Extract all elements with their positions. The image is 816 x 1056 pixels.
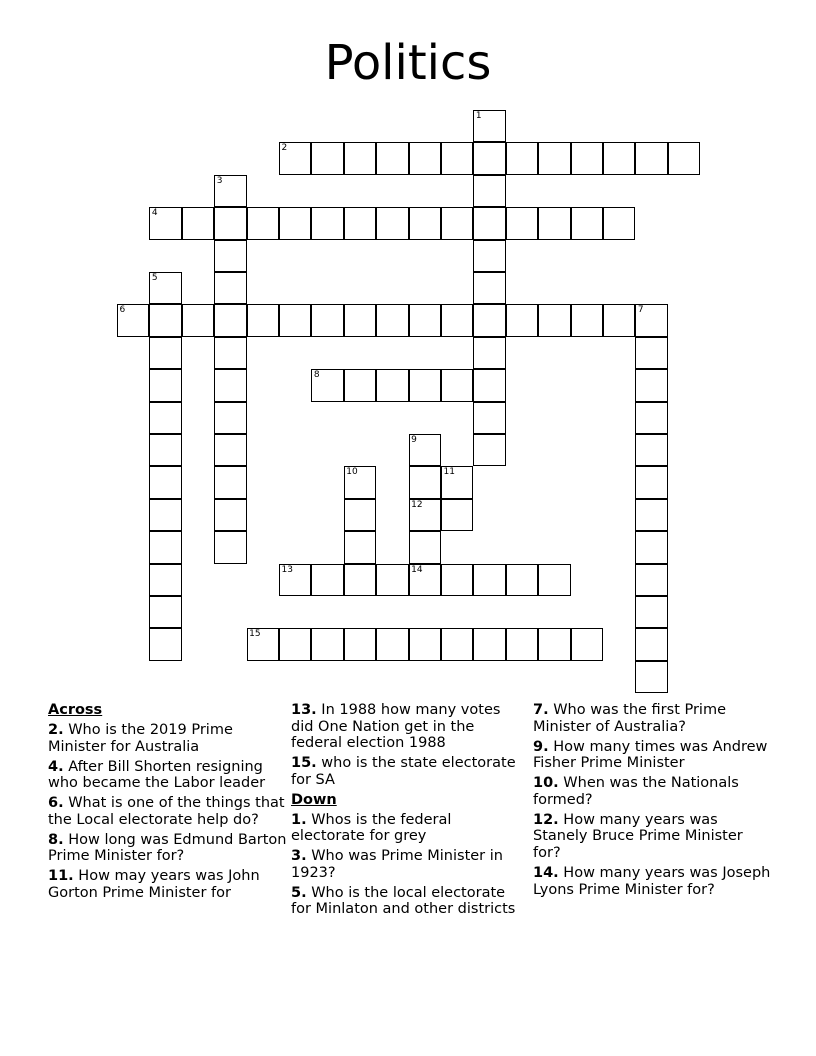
grid-cell[interactable]	[376, 564, 408, 596]
grid-cell[interactable]	[441, 369, 473, 401]
grid-cell[interactable]	[635, 531, 667, 563]
grid-cell[interactable]	[344, 304, 376, 336]
grid-cell[interactable]	[214, 175, 246, 207]
grid-cell[interactable]	[538, 628, 570, 660]
grid-cell[interactable]	[538, 207, 570, 239]
grid-cell[interactable]	[473, 337, 505, 369]
page-title: Politics	[324, 35, 492, 91]
clue-number: 13.	[291, 702, 317, 718]
grid-cell[interactable]	[149, 531, 181, 563]
grid-cell[interactable]	[376, 304, 408, 336]
clue-number: 11.	[48, 868, 74, 885]
grid-cell[interactable]	[409, 142, 441, 174]
grid-cell[interactable]	[571, 304, 603, 336]
grid-cell[interactable]	[149, 272, 181, 304]
grid-cell[interactable]	[214, 272, 246, 304]
grid-cell[interactable]	[571, 142, 603, 174]
clue-number: 1.	[291, 811, 307, 828]
clue-number: 12.	[533, 811, 559, 828]
clue-text: How long was Edmund Barton Prime Minister for?	[48, 831, 287, 865]
grid-cell[interactable]	[214, 499, 246, 531]
clue-number: 4.	[48, 758, 64, 775]
clue-text: How many years was Stanely Bruce Prime Minister for?	[533, 811, 743, 861]
grid-cell[interactable]	[409, 531, 441, 563]
clue-text: What is one of the things that the Local electorate help do?	[48, 795, 285, 828]
grid-cell[interactable]	[409, 304, 441, 336]
grid-cell[interactable]	[441, 466, 473, 498]
grid-cell[interactable]	[473, 628, 505, 660]
grid-cell[interactable]	[376, 207, 408, 239]
clue-item	[48, 832, 288, 865]
grid-cell[interactable]	[409, 466, 441, 498]
clue-text: How many times was Andrew Fisher Prime Minister	[533, 738, 768, 772]
grid-cell[interactable]	[311, 304, 343, 336]
grid-cell[interactable]	[473, 304, 505, 336]
grid-cell[interactable]	[409, 628, 441, 660]
clue-number: 8.	[48, 831, 64, 848]
grid-cell[interactable]	[311, 564, 343, 596]
clues-column-3	[533, 702, 773, 901]
grid-cell[interactable]	[214, 466, 246, 498]
grid-cell[interactable]	[473, 369, 505, 401]
clue-item	[533, 702, 773, 735]
grid-cell[interactable]	[214, 207, 246, 239]
grid-cell[interactable]	[344, 628, 376, 660]
clue-item	[291, 812, 527, 845]
clue-item	[48, 868, 288, 901]
grid-cell[interactable]	[635, 142, 667, 174]
clue-item	[291, 885, 527, 918]
grid-cell[interactable]	[149, 628, 181, 660]
grid-cell[interactable]	[311, 142, 343, 174]
grid-cell[interactable]	[603, 304, 635, 336]
clue-text: Who is the local electorate for Minlaton and other districts	[291, 884, 516, 918]
grid-cell[interactable]	[441, 564, 473, 596]
clue-number: 3.	[291, 848, 307, 865]
grid-cell[interactable]	[376, 142, 408, 174]
clue-number: 6	[119, 305, 126, 316]
grid-cell[interactable]	[279, 304, 311, 336]
clue-number: 10.	[533, 775, 559, 792]
grid-cell[interactable]	[149, 337, 181, 369]
grid-cell[interactable]	[279, 564, 311, 596]
grid-cell[interactable]	[441, 304, 473, 336]
clue-number: 9.	[533, 738, 549, 755]
grid-cell[interactable]	[344, 499, 376, 531]
grid-cell[interactable]	[441, 628, 473, 660]
grid-cell[interactable]	[214, 434, 246, 466]
clue-text: who is the state electorate for SA	[291, 755, 516, 788]
grid-cell[interactable]	[149, 434, 181, 466]
grid-cell[interactable]	[506, 304, 538, 336]
grid-cell[interactable]	[409, 564, 441, 596]
clue-number: 3	[216, 175, 223, 186]
clue-item	[533, 865, 773, 898]
clue-item	[533, 812, 773, 862]
grid-cell[interactable]	[149, 207, 181, 239]
grid-cell[interactable]	[441, 499, 473, 531]
grid-cell[interactable]	[149, 564, 181, 596]
clue-number: 12	[411, 499, 423, 510]
clue-number: 2	[281, 143, 288, 154]
grid-cell[interactable]	[311, 628, 343, 660]
grid-cell[interactable]	[344, 531, 376, 563]
grid-cell[interactable]	[214, 304, 246, 336]
clue-text: When was the Nationals formed?	[533, 775, 739, 808]
grid-cell[interactable]	[473, 434, 505, 466]
grid-cell[interactable]	[635, 434, 667, 466]
grid-cell[interactable]	[668, 142, 700, 174]
grid-cell[interactable]	[635, 499, 667, 531]
grid-cell[interactable]	[538, 564, 570, 596]
grid-cell[interactable]	[344, 207, 376, 239]
grid-cell[interactable]	[603, 207, 635, 239]
clue-number: 14.	[533, 864, 559, 881]
clue-number: 2.	[48, 721, 64, 738]
grid-cell[interactable]	[473, 402, 505, 434]
clue-number: 4	[151, 208, 158, 219]
crossword-grid	[117, 110, 717, 700]
clue-number: 7	[637, 305, 644, 316]
grid-cell[interactable]	[409, 207, 441, 239]
grid-cell[interactable]	[473, 272, 505, 304]
clue-text: Who was Prime Minister in 1923?	[291, 848, 503, 881]
clue-number: 7.	[533, 702, 549, 718]
clue-text: How may years was John Gorton Prime Minister for	[48, 868, 260, 901]
grid-cell[interactable]	[441, 207, 473, 239]
clue-number: 6.	[48, 795, 64, 812]
clue-number: 14	[411, 564, 423, 575]
grid-cell[interactable]	[635, 304, 667, 336]
grid-cell[interactable]	[635, 337, 667, 369]
clue-item	[533, 739, 773, 772]
grid-cell[interactable]	[635, 596, 667, 628]
clue-text: How many years was Joseph Lyons Prime Minister for?	[533, 864, 771, 898]
grid-cell[interactable]	[149, 369, 181, 401]
grid-cell[interactable]	[571, 207, 603, 239]
clue-number: 1	[475, 111, 482, 121]
clue-number: 15	[249, 629, 261, 640]
grid-cell[interactable]	[376, 369, 408, 401]
clue-number: 9	[411, 435, 417, 445]
clue-item	[291, 702, 527, 752]
grid-cell[interactable]	[344, 466, 376, 498]
grid-cell[interactable]	[117, 304, 149, 336]
grid-cell[interactable]	[247, 207, 279, 239]
grid-cell[interactable]	[279, 142, 311, 174]
grid-cell[interactable]	[247, 304, 279, 336]
grid-cell[interactable]	[506, 628, 538, 660]
clue-number: 5.	[291, 884, 307, 901]
clue-item	[48, 722, 288, 755]
grid-cell[interactable]	[635, 402, 667, 434]
grid-cell[interactable]	[214, 369, 246, 401]
clue-number: 15.	[291, 755, 317, 772]
clue-item	[533, 775, 773, 808]
grid-cell[interactable]	[473, 207, 505, 239]
grid-cell[interactable]	[473, 110, 505, 142]
grid-cell[interactable]	[506, 207, 538, 239]
clue-item	[48, 759, 288, 792]
grid-cell[interactable]	[344, 369, 376, 401]
grid-cell[interactable]	[149, 304, 181, 336]
grid-cell[interactable]	[149, 402, 181, 434]
grid-cell[interactable]	[538, 304, 570, 336]
grid-cell[interactable]	[182, 304, 214, 336]
grid-cell[interactable]	[473, 175, 505, 207]
grid-cell[interactable]	[311, 207, 343, 239]
grid-cell[interactable]	[344, 142, 376, 174]
clue-text: Who was the first Prime Minister of Australia?	[533, 702, 727, 735]
clue-section-heading: Down	[291, 791, 337, 808]
clue-number: 11	[443, 467, 455, 478]
grid-cell[interactable]	[149, 466, 181, 498]
grid-cell[interactable]	[635, 564, 667, 596]
grid-cell[interactable]	[182, 207, 214, 239]
grid-cell[interactable]	[635, 369, 667, 401]
grid-cell[interactable]	[571, 628, 603, 660]
grid-cell[interactable]	[409, 499, 441, 531]
grid-cell[interactable]	[214, 402, 246, 434]
grid-cell[interactable]	[311, 369, 343, 401]
clue-item	[291, 755, 527, 788]
grid-cell[interactable]	[603, 142, 635, 174]
grid-cell[interactable]	[279, 628, 311, 660]
clue-item	[48, 795, 288, 828]
grid-cell[interactable]	[279, 207, 311, 239]
clue-item	[291, 848, 527, 881]
grid-cell[interactable]	[409, 434, 441, 466]
clues-column-1	[48, 702, 288, 905]
grid-cell[interactable]	[473, 142, 505, 174]
grid-cell[interactable]	[538, 142, 570, 174]
grid-cell[interactable]	[473, 240, 505, 272]
clue-text: In 1988 how many votes did One Nation get in the federal election 1988	[291, 702, 501, 752]
grid-cell[interactable]	[214, 240, 246, 272]
grid-cell[interactable]	[473, 564, 505, 596]
clue-text: Who is the 2019 Prime Minister for Australia	[48, 721, 233, 755]
clue-number: 8	[313, 370, 320, 381]
grid-cell[interactable]	[214, 337, 246, 369]
clue-text: Whos is the federal electorate for grey	[291, 811, 452, 845]
grid-cell[interactable]	[409, 369, 441, 401]
grid-cell[interactable]	[214, 531, 246, 563]
clues-column-2	[291, 702, 527, 921]
clue-number: 13	[281, 564, 293, 575]
grid-cell[interactable]	[635, 466, 667, 498]
clue-number: 10	[346, 467, 358, 478]
clue-text: After Bill Shorten resigning who became the Labor leader	[48, 758, 266, 792]
clue-section-heading: Across	[48, 702, 103, 718]
grid-cell[interactable]	[635, 628, 667, 660]
grid-cell[interactable]	[149, 596, 181, 628]
grid-cell[interactable]	[635, 661, 667, 693]
grid-cell[interactable]	[247, 628, 279, 660]
grid-cell[interactable]	[344, 564, 376, 596]
grid-cell[interactable]	[506, 142, 538, 174]
clue-number: 5	[151, 273, 158, 283]
grid-cell[interactable]	[149, 499, 181, 531]
grid-cell[interactable]	[506, 564, 538, 596]
grid-cell[interactable]	[376, 628, 408, 660]
grid-cell[interactable]	[441, 142, 473, 174]
